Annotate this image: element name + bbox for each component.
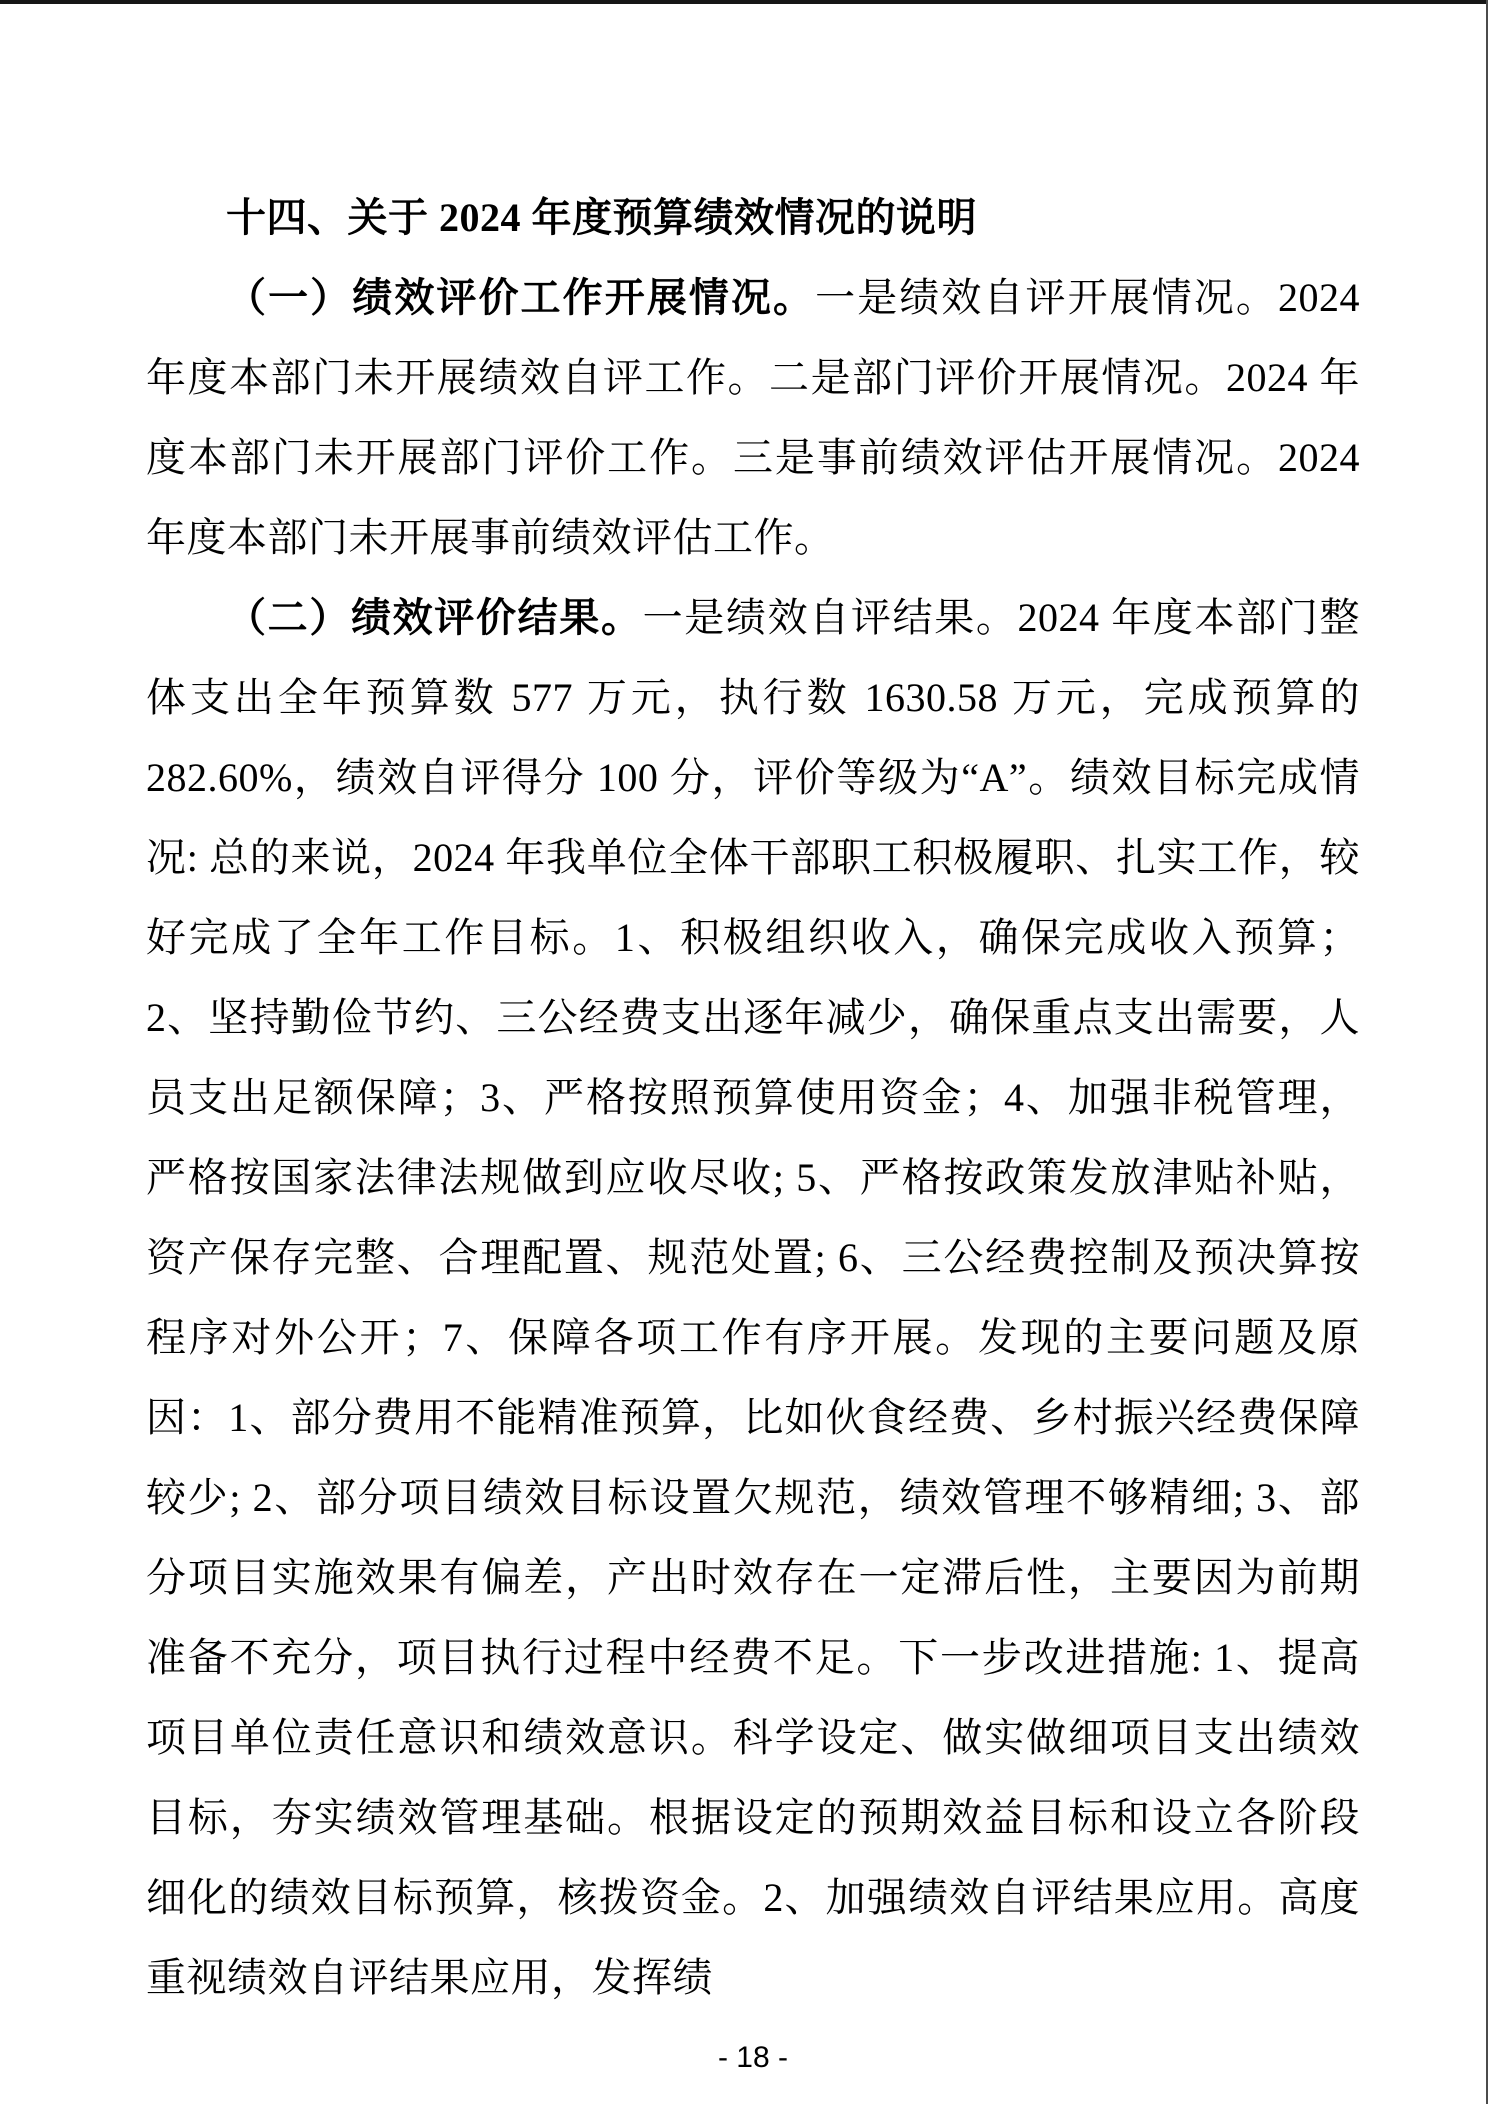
paragraph-1-lead: （一）绩效评价工作开展情况。 <box>226 275 816 320</box>
page-number: - 18 - <box>717 2041 789 2074</box>
paragraph-1-body: 一是绩效自评开展情况。2024 年度本部门未开展绩效自评工作。二是部门评价开展情况。2024 年度本部门未开展部门评价工作。三是事前绩效评估开展情况。2024 年度本部门未开展事前绩效评估工作。 <box>146 275 1361 560</box>
section-heading: 十四、关于 2024 年度预算绩效情况的说明 <box>226 195 977 240</box>
paragraph-2-body: 一是绩效自评结果。2024 年度本部门整体支出全年预算数 577 万元，执行数 1630.58 万元，完成预算的 282.60%，绩效自评得分 100 分，评价等级为“A”。绩效目标完成情况: 总的来说，2024 年我单位全体干部职工积极履职、扎实工作，较好完成了全年工作目标。1、积极组织收入，确保完成收入预算；2、坚持勤俭节约、三公经费支出逐年减少，确保重点支出需要，人员支出足额保障；3、严格按照预算使用资金；4、加强非税管理，严格按国家法律法规做到应收尽收; 5、严格按政策发放津贴补贴，资产保存完整、合理配置、规范处置; 6、三公经费控制及预决算按程序对外公开；7、保障各项工作有序开展。发现的主要问题及原因：1、部分费用不能精准预算，比如伙食经费、乡村振兴经费保障较少; 2、部分项目绩效目标设置欠规范，绩效管理不够精细; 3、部分项目实施效果有偏差，产出时效存在一定滞后性，主要因为前期准备不充分，项目执行过程中经费不足。下一步改进措施: 1、提高项目单位责任意识和绩效意识。科学设定、做实做细项目支出绩效目标，夯实绩效管理基础。根据设定的预期效益目标和设立各阶段细化的绩效目标预算，核拨资金。2、加强绩效自评结果应用。高度重视绩效自评结果应用，发挥绩 <box>146 595 1361 2000</box>
paragraph-performance-evaluation-results <box>146 578 1360 2018</box>
scan-edge-top <box>0 0 1488 4</box>
paragraph-2-lead: （二）绩效评价结果。 <box>226 595 643 640</box>
paragraph-performance-evaluation-work <box>146 258 1360 578</box>
